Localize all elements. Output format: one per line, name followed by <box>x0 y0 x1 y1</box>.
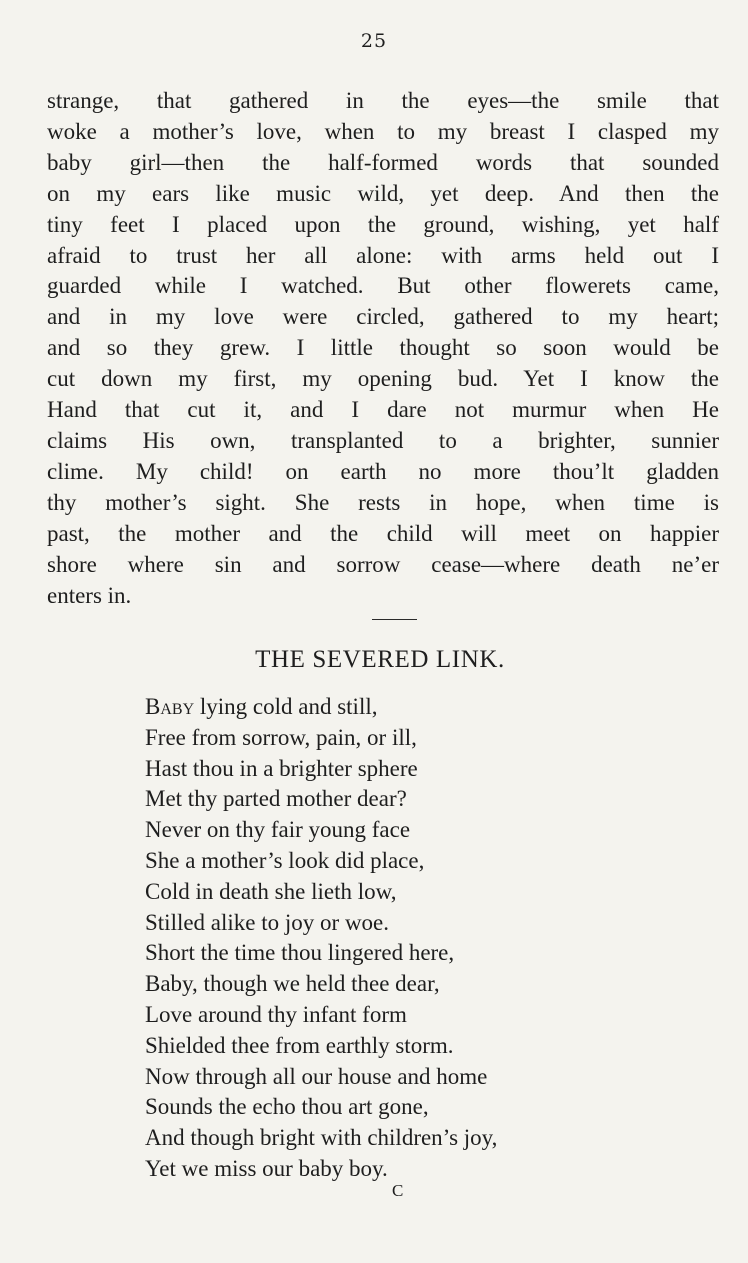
poem-line: Free from sorrow, pain, or ill, <box>145 724 417 750</box>
prose-line: strange, that gathered in the eyes—the smile that <box>47 88 719 113</box>
prose-line: Hand that cut it, and I dare not murmur when He <box>47 397 719 423</box>
prose-line: tiny feet I placed upon the ground, wishing, yet half <box>47 211 719 237</box>
prose-line: afraid to trust her all alone: with arms held out I <box>47 242 719 268</box>
prose-line: clime. My child! on earth no more thou’lt gladden <box>47 458 719 484</box>
poem-body <box>145 692 665 1185</box>
prose-line: and in my love were circled, gathered to my heart; <box>47 304 719 330</box>
poem-line: Hast thou in a brighter sphere <box>145 755 418 781</box>
poem-line: She a mother’s look did place, <box>145 847 425 873</box>
prose-line: past, the mother and the child will meet on happier <box>47 520 719 546</box>
poem-line: And though bright with children’s joy, <box>145 1125 498 1151</box>
prose-line: woke a mother’s love, when to my breast I clasped my <box>47 118 719 144</box>
prose-line: guarded while I watched. But other flowerets came, <box>47 273 719 299</box>
poem-line: Met thy parted mother dear? <box>145 786 407 812</box>
signature-mark: C <box>392 1181 404 1200</box>
poem-line <box>145 692 665 723</box>
poem-line: Shielded thee from earthly storm. <box>145 1032 454 1058</box>
poem-line: Now through all our house and home <box>145 1063 488 1089</box>
poem-line: Stilled alike to joy or woe. <box>145 909 390 935</box>
poem-line: Never on thy fair young face <box>145 817 411 843</box>
poem-first-word: Baby <box>145 694 195 719</box>
prose-line: on my ears like music wild, yet deep. And then the <box>47 180 719 206</box>
prose-line: and so they grew. I little thought so soon would be <box>47 335 719 361</box>
prose-line: enters in. <box>47 582 132 608</box>
prose-line: cut down my first, my opening bud. Yet I know the <box>47 366 719 392</box>
prose-paragraph <box>47 86 719 611</box>
poem-first-line-rest: lying cold and still, <box>194 694 378 719</box>
poem-line: Sounds the echo thou art gone, <box>145 1094 429 1120</box>
poem-line: Cold in death she lieth low, <box>145 878 397 904</box>
poem-line: Baby, though we held thee dear, <box>145 971 440 997</box>
prose-line: claims His own, transplanted to a brighter, sunnier <box>47 427 719 453</box>
prose-line: thy mother’s sight. She rests in hope, when time is <box>47 489 719 515</box>
page-number: 25 <box>360 30 388 52</box>
poem-title: THE SEVERED LINK. <box>255 646 505 673</box>
poem-line: Yet we miss our baby boy. <box>145 1155 388 1181</box>
poem-line: Short the time thou lingered here, <box>145 940 455 966</box>
section-divider <box>372 619 417 620</box>
prose-line: baby girl—then the half-formed words that sounded <box>47 149 719 175</box>
prose-line: shore where sin and sorrow cease—where death ne’er <box>47 551 719 577</box>
poem-line: Love around thy infant form <box>145 1001 407 1027</box>
